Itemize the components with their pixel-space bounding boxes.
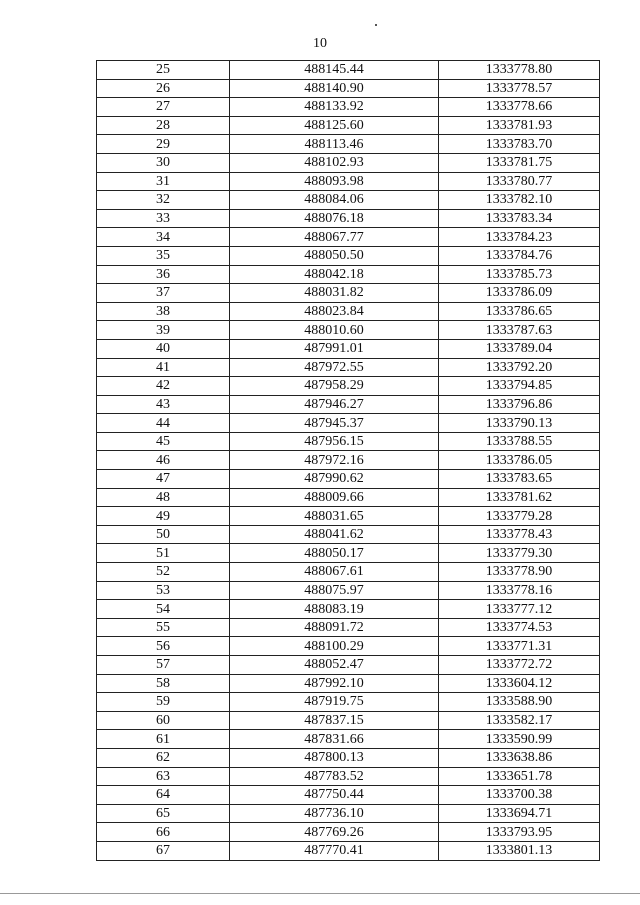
y-coordinate-cell: 1333778.80	[439, 61, 600, 80]
point-number-cell: 47	[97, 470, 230, 489]
y-coordinate-cell: 1333694.71	[439, 804, 600, 823]
point-number-cell: 41	[97, 358, 230, 377]
y-coordinate-cell: 1333783.65	[439, 470, 600, 489]
y-coordinate-cell: 1333778.57	[439, 79, 600, 98]
point-number-cell: 42	[97, 377, 230, 396]
point-number-cell: 57	[97, 656, 230, 675]
y-coordinate-cell: 1333779.28	[439, 507, 600, 526]
point-number-cell: 46	[97, 451, 230, 470]
point-number-cell: 65	[97, 804, 230, 823]
x-coordinate-cell: 488041.62	[230, 525, 439, 544]
x-coordinate-cell: 488010.60	[230, 321, 439, 340]
x-coordinate-cell: 488102.93	[230, 153, 439, 172]
point-number-cell: 56	[97, 637, 230, 656]
point-number-cell: 28	[97, 116, 230, 135]
table-row	[97, 804, 600, 823]
y-coordinate-cell: 1333793.95	[439, 823, 600, 842]
point-number-cell: 33	[97, 209, 230, 228]
x-coordinate-cell: 487945.37	[230, 414, 439, 433]
x-coordinate-cell: 487958.29	[230, 377, 439, 396]
point-number-cell: 39	[97, 321, 230, 340]
y-coordinate-cell: 1333651.78	[439, 767, 600, 786]
table-row	[97, 674, 600, 693]
table-row	[97, 228, 600, 247]
y-coordinate-cell: 1333786.09	[439, 284, 600, 303]
x-coordinate-cell: 488050.17	[230, 544, 439, 563]
x-coordinate-cell: 487769.26	[230, 823, 439, 842]
y-coordinate-cell: 1333777.12	[439, 600, 600, 619]
table-row	[97, 507, 600, 526]
point-number-cell: 59	[97, 693, 230, 712]
table-row	[97, 618, 600, 637]
point-number-cell: 63	[97, 767, 230, 786]
x-coordinate-cell: 488009.66	[230, 488, 439, 507]
x-coordinate-cell: 487990.62	[230, 470, 439, 489]
y-coordinate-cell: 1333790.13	[439, 414, 600, 433]
point-number-cell: 52	[97, 563, 230, 582]
y-coordinate-cell: 1333784.76	[439, 246, 600, 265]
table-row	[97, 525, 600, 544]
table-row	[97, 563, 600, 582]
table-row	[97, 246, 600, 265]
table-row	[97, 265, 600, 284]
y-coordinate-cell: 1333801.13	[439, 841, 600, 860]
point-number-cell: 27	[97, 98, 230, 117]
x-coordinate-cell: 488100.29	[230, 637, 439, 656]
coordinates-table	[96, 60, 600, 861]
x-coordinate-cell: 487972.16	[230, 451, 439, 470]
table-row	[97, 581, 600, 600]
point-number-cell: 34	[97, 228, 230, 247]
table-row	[97, 116, 600, 135]
coordinates-table-body	[97, 61, 600, 861]
x-coordinate-cell: 487919.75	[230, 693, 439, 712]
page-bottom-rule	[0, 893, 640, 894]
y-coordinate-cell: 1333700.38	[439, 786, 600, 805]
x-coordinate-cell: 487736.10	[230, 804, 439, 823]
point-number-cell: 45	[97, 432, 230, 451]
table-row	[97, 395, 600, 414]
scan-speck	[375, 24, 377, 26]
x-coordinate-cell: 488031.65	[230, 507, 439, 526]
point-number-cell: 26	[97, 79, 230, 98]
point-number-cell: 31	[97, 172, 230, 191]
y-coordinate-cell: 1333778.43	[439, 525, 600, 544]
x-coordinate-cell: 487972.55	[230, 358, 439, 377]
x-coordinate-cell: 487770.41	[230, 841, 439, 860]
x-coordinate-cell: 487837.15	[230, 711, 439, 730]
y-coordinate-cell: 1333783.70	[439, 135, 600, 154]
table-row	[97, 786, 600, 805]
table-row	[97, 711, 600, 730]
point-number-cell: 44	[97, 414, 230, 433]
table-row	[97, 191, 600, 210]
x-coordinate-cell: 487946.27	[230, 395, 439, 414]
point-number-cell: 25	[97, 61, 230, 80]
table-row	[97, 823, 600, 842]
point-number-cell: 51	[97, 544, 230, 563]
y-coordinate-cell: 1333789.04	[439, 339, 600, 358]
point-number-cell: 29	[97, 135, 230, 154]
table-row	[97, 488, 600, 507]
table-row	[97, 321, 600, 340]
y-coordinate-cell: 1333787.63	[439, 321, 600, 340]
point-number-cell: 66	[97, 823, 230, 842]
point-number-cell: 61	[97, 730, 230, 749]
table-row	[97, 748, 600, 767]
y-coordinate-cell: 1333786.05	[439, 451, 600, 470]
y-coordinate-cell: 1333772.72	[439, 656, 600, 675]
table-row	[97, 414, 600, 433]
point-number-cell: 40	[97, 339, 230, 358]
x-coordinate-cell: 487956.15	[230, 432, 439, 451]
x-coordinate-cell: 488113.46	[230, 135, 439, 154]
point-number-cell: 58	[97, 674, 230, 693]
x-coordinate-cell: 488076.18	[230, 209, 439, 228]
x-coordinate-cell: 487783.52	[230, 767, 439, 786]
table-row	[97, 358, 600, 377]
y-coordinate-cell: 1333590.99	[439, 730, 600, 749]
table-row	[97, 61, 600, 80]
table-row	[97, 432, 600, 451]
point-number-cell: 60	[97, 711, 230, 730]
table-row	[97, 339, 600, 358]
table-row	[97, 637, 600, 656]
table-row	[97, 767, 600, 786]
x-coordinate-cell: 487750.44	[230, 786, 439, 805]
x-coordinate-cell: 488050.50	[230, 246, 439, 265]
point-number-cell: 62	[97, 748, 230, 767]
y-coordinate-cell: 1333788.55	[439, 432, 600, 451]
y-coordinate-cell: 1333792.20	[439, 358, 600, 377]
x-coordinate-cell: 488042.18	[230, 265, 439, 284]
x-coordinate-cell: 488133.92	[230, 98, 439, 117]
x-coordinate-cell: 487800.13	[230, 748, 439, 767]
y-coordinate-cell: 1333771.31	[439, 637, 600, 656]
point-number-cell: 50	[97, 525, 230, 544]
page-number: 10	[313, 36, 327, 51]
point-number-cell: 64	[97, 786, 230, 805]
x-coordinate-cell: 488093.98	[230, 172, 439, 191]
point-number-cell: 49	[97, 507, 230, 526]
y-coordinate-cell: 1333778.66	[439, 98, 600, 117]
x-coordinate-cell: 488075.97	[230, 581, 439, 600]
y-coordinate-cell: 1333780.77	[439, 172, 600, 191]
x-coordinate-cell: 488145.44	[230, 61, 439, 80]
y-coordinate-cell: 1333783.34	[439, 209, 600, 228]
table-row	[97, 544, 600, 563]
table-row	[97, 656, 600, 675]
x-coordinate-cell: 488140.90	[230, 79, 439, 98]
x-coordinate-cell: 488084.06	[230, 191, 439, 210]
y-coordinate-cell: 1333786.65	[439, 302, 600, 321]
table-row	[97, 693, 600, 712]
y-coordinate-cell: 1333781.62	[439, 488, 600, 507]
x-coordinate-cell: 487991.01	[230, 339, 439, 358]
point-number-cell: 43	[97, 395, 230, 414]
y-coordinate-cell: 1333588.90	[439, 693, 600, 712]
y-coordinate-cell: 1333784.23	[439, 228, 600, 247]
table-row	[97, 284, 600, 303]
table-row	[97, 730, 600, 749]
y-coordinate-cell: 1333604.12	[439, 674, 600, 693]
point-number-cell: 54	[97, 600, 230, 619]
table-row	[97, 135, 600, 154]
point-number-cell: 38	[97, 302, 230, 321]
point-number-cell: 67	[97, 841, 230, 860]
point-number-cell: 32	[97, 191, 230, 210]
point-number-cell: 36	[97, 265, 230, 284]
y-coordinate-cell: 1333774.53	[439, 618, 600, 637]
table-row	[97, 209, 600, 228]
table-row	[97, 451, 600, 470]
y-coordinate-cell: 1333638.86	[439, 748, 600, 767]
x-coordinate-cell: 488125.60	[230, 116, 439, 135]
table-row	[97, 470, 600, 489]
y-coordinate-cell: 1333778.90	[439, 563, 600, 582]
y-coordinate-cell: 1333794.85	[439, 377, 600, 396]
x-coordinate-cell: 488067.77	[230, 228, 439, 247]
y-coordinate-cell: 1333782.10	[439, 191, 600, 210]
y-coordinate-cell: 1333781.93	[439, 116, 600, 135]
table-row	[97, 841, 600, 860]
x-coordinate-cell: 488091.72	[230, 618, 439, 637]
point-number-cell: 30	[97, 153, 230, 172]
y-coordinate-cell: 1333796.86	[439, 395, 600, 414]
y-coordinate-cell: 1333781.75	[439, 153, 600, 172]
point-number-cell: 35	[97, 246, 230, 265]
x-coordinate-cell: 488083.19	[230, 600, 439, 619]
y-coordinate-cell: 1333785.73	[439, 265, 600, 284]
table-row	[97, 600, 600, 619]
x-coordinate-cell: 488067.61	[230, 563, 439, 582]
table-row	[97, 377, 600, 396]
point-number-cell: 48	[97, 488, 230, 507]
x-coordinate-cell: 488023.84	[230, 302, 439, 321]
x-coordinate-cell: 487992.10	[230, 674, 439, 693]
x-coordinate-cell: 488052.47	[230, 656, 439, 675]
y-coordinate-cell: 1333582.17	[439, 711, 600, 730]
table-row	[97, 153, 600, 172]
x-coordinate-cell: 488031.82	[230, 284, 439, 303]
point-number-cell: 55	[97, 618, 230, 637]
table-row	[97, 302, 600, 321]
y-coordinate-cell: 1333778.16	[439, 581, 600, 600]
x-coordinate-cell: 487831.66	[230, 730, 439, 749]
table-row	[97, 98, 600, 117]
y-coordinate-cell: 1333779.30	[439, 544, 600, 563]
table-row	[97, 79, 600, 98]
point-number-cell: 37	[97, 284, 230, 303]
point-number-cell: 53	[97, 581, 230, 600]
table-row	[97, 172, 600, 191]
